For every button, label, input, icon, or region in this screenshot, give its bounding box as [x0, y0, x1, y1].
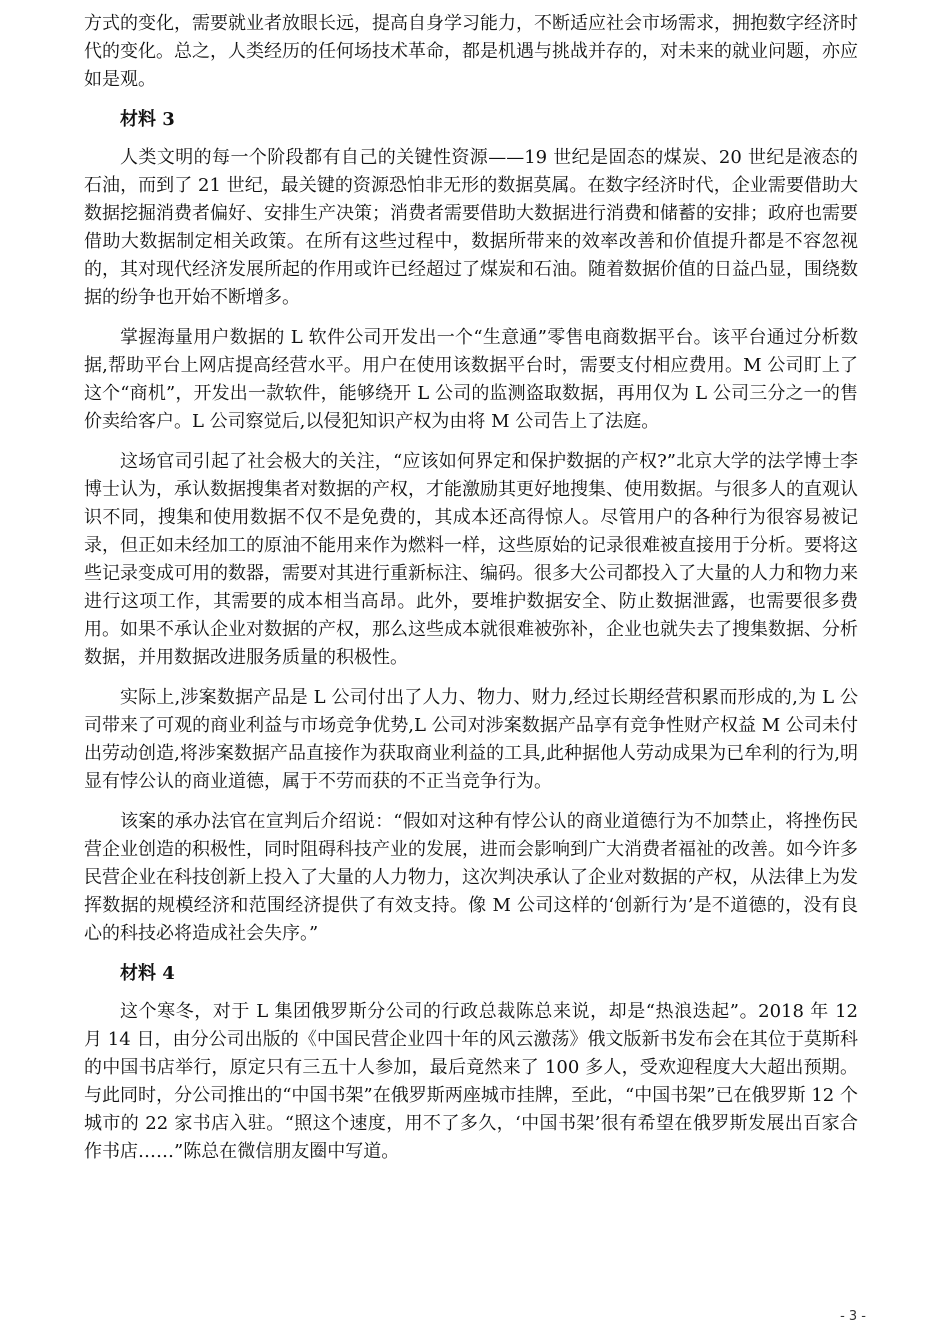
paragraph-continued: 方式的变化，需要就业者放眼长远，提高自身学习能力，不断适应社会市场需求，拥抱数字经济时代的变化。总之，人类经历的任何场技术革命，都是机遇与挑战并存的，对未来的就业问题，亦应如是观。	[84, 13, 858, 90]
paragraph: 这场官司引起了社会极大的关注，“应该如何界定和保护数据的产权?”北京大学的法学博士李博士认为，承认数据搜集者对数据的产权，才能激励其更好地搜集、使用数据。与很多人的直观认识不同，搜集和使用数据不仅不是免费的，其成本还高得惊人。尽管用户的各种行为很容易被记录，但正如未经加工的原油不能用来作为燃料一样，这些原始的记录很难被直接用于分析。要将这些记录变成可用的数器，需要对其进行重新标注、编码。很多大公司都投入了大量的人力和物力来进行这项工作，其需要的成本相当高昂。此外，要堆护数据安全、防止数据泄露，也需要很多费用。如果不承认企业对数据的产权，那么这些成本就很难被弥补，企业也就失去了搜集数据、分析数据，并用数据改进服务质量的积极性。	[84, 451, 858, 668]
paragraph: 掌握海量用户数据的 L 软件公司开发出一个“生意通”零售电商数据平台。该平台通过分析数据,帮助平台上网店提高经营水平。用户在使用该数据平台时，需要支付相应费用。M 公司盯上了这个“商机”，开发出一款软件，能够绕开 L 公司的监测盗取数据，再用仅为 L 公司三分之一的售价卖给客户。L 公司察觉后,以侵犯知识产权为由将 M 公司告上了法庭。	[84, 327, 858, 432]
paragraph: 这个寒冬，对于 L 集团俄罗斯分公司的行政总裁陈总来说，却是“热浪迭起”。2018 年 12 月 14 日，由分公司出版的《中国民营企业四十年的风云激荡》俄文版新书发布会在其位于莫斯科的中国书店举行，原定只有三五十人参加，最后竟然来了 100 多人，受欢迎程度大大超出预期。与此同时，分公司推出的“中国书架”在俄罗斯两座城市挂牌，至此，“中国书架”已在俄罗斯 12 个城市的 22 家书店入驻。“照这个速度，用不了多久，‘中国书架’很有希望在俄罗斯发展出百家合作书店……”陈总在微信朋友圈中写道。	[84, 1001, 858, 1162]
paragraph: 实际上,涉案数据产品是 L 公司付出了人力、物力、财力,经过长期经营积累而形成的,为 L 公司带来了可观的商业利益与市场竞争优势,L 公司对涉案数据产品享有竞争性财产权益 M 公司未付出劳动创造,将涉案数据产品直接作为获取商业利益的工具,此种据他人劳动成果为已牟利的行为,明显有悖公认的商业道德，属于不劳而获的不正当竞争行为。	[84, 687, 858, 792]
page-number: - 3 -	[840, 1309, 866, 1324]
paragraph: 人类文明的每一个阶段都有自己的关键性资源——19 世纪是固态的煤炭、20 世纪是液态的石油，而到了 21 世纪，最关键的资源恐怕非无形的数据莫属。在数字经济时代，企业需要借助大数据挖掘消费者偏好、安排生产决策；消费者需要借助大数据进行消费和储蓄的安排；政府也需要借助大数据制定相关政策。在所有这些过程中，数据所带来的效率改善和价值提升都是不容忽视的，其对现代经济发展所起的作用或许已经超过了煤炭和石油。随着数据价值的日益凸显，围绕数据的纷争也开始不断增多。	[84, 147, 858, 308]
section-heading-material-4: 材料 4	[120, 963, 175, 984]
section-heading-material-3: 材料 3	[120, 109, 175, 130]
paragraph: 该案的承办法官在宣判后介绍说：“假如对这种有悖公认的商业道德行为不加禁止，将挫伤民营企业创造的积极性，同时阻碍科技产业的发展，进而会影响到广大消费者福祉的改善。如今许多民营企业在科技创新上投入了大量的人力物力，这次判决承认了企业对数据的产权，从法律上为发挥数据的规模经济和范围经济提供了有效支持。像 M 公司这样的‘创新行为’是不道德的，没有良心的科技必将造成社会失序。”	[84, 811, 858, 944]
document-page	[84, 10, 858, 1178]
